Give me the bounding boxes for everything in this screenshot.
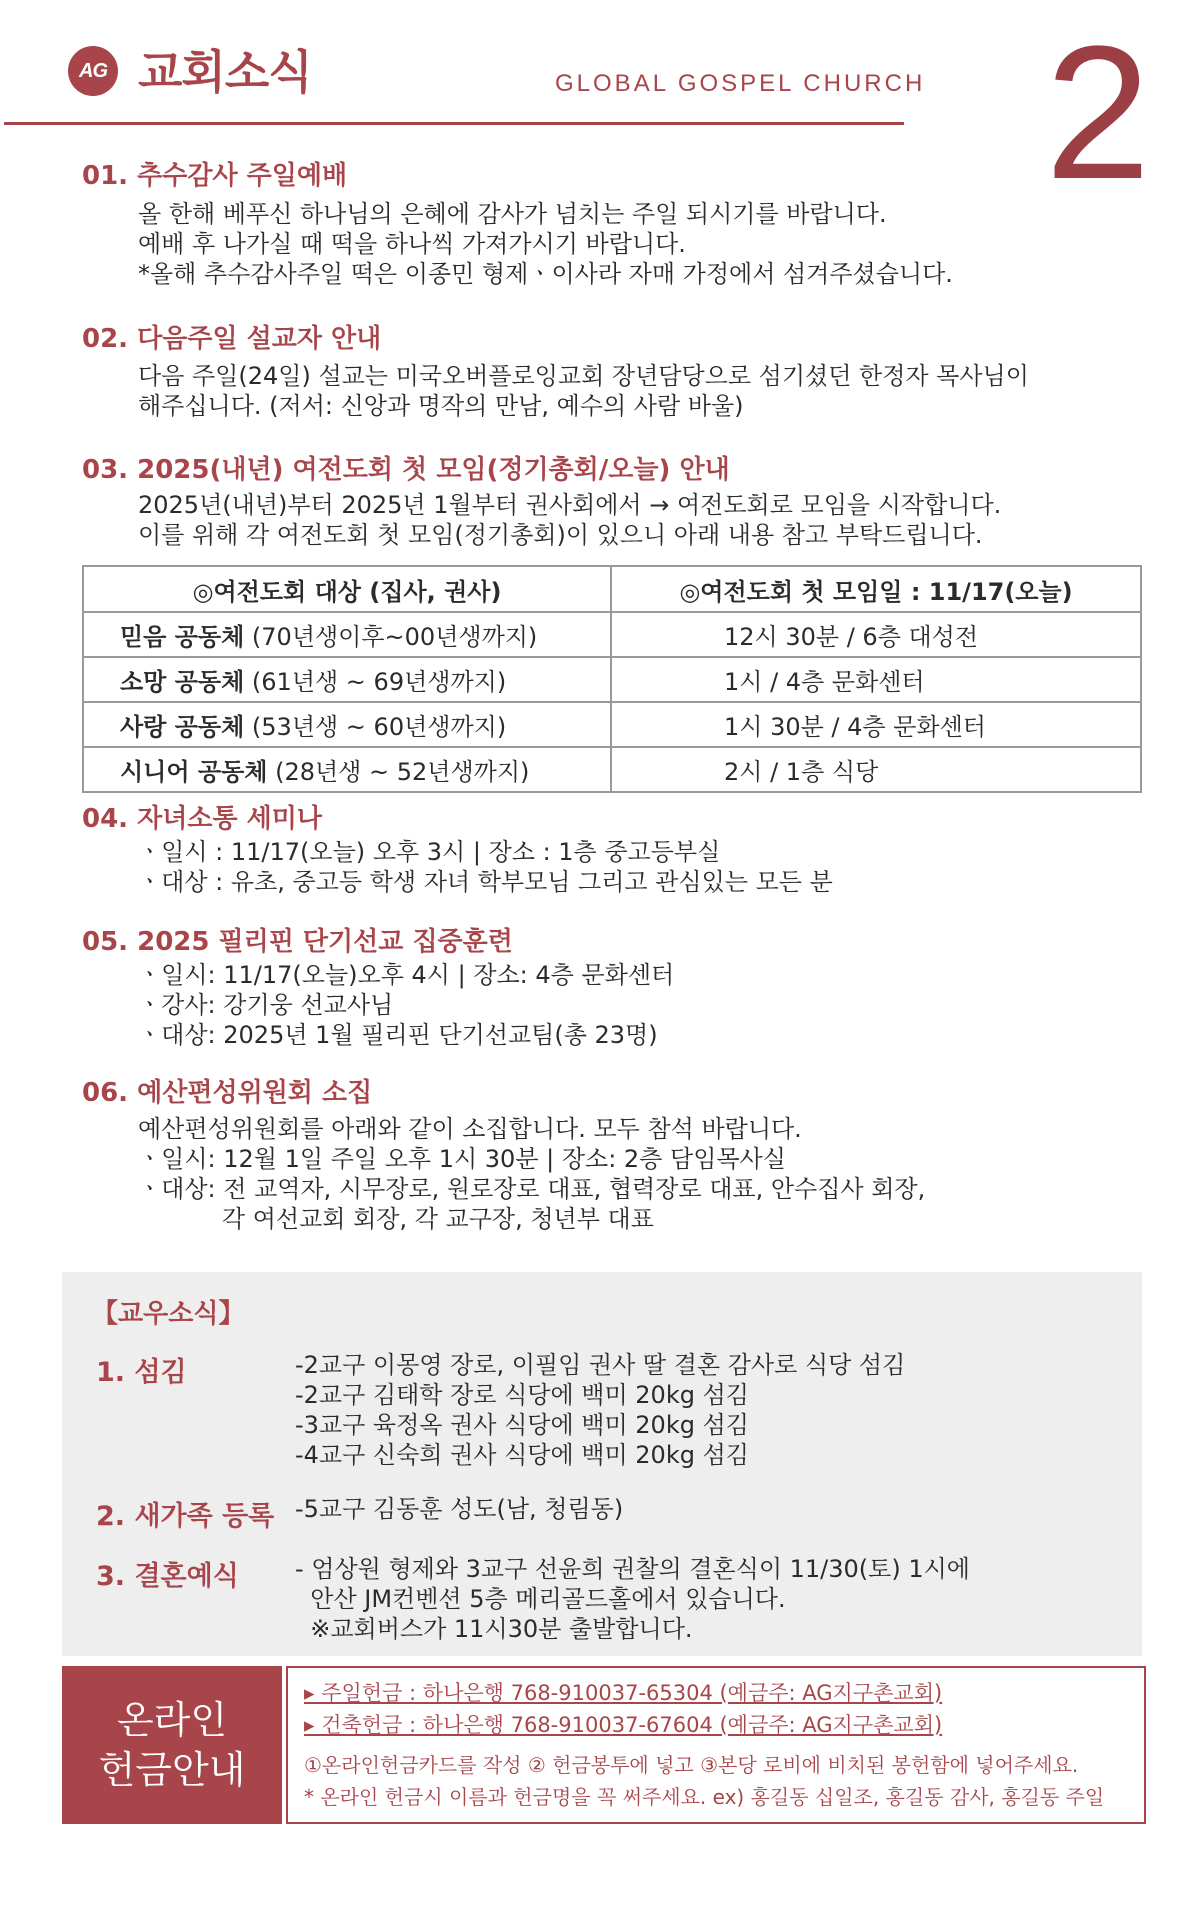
page-title: 교회소식 (138, 45, 312, 99)
table-row (83, 612, 1141, 657)
table-header-target: ◎여전도회 대상 (집사, 권사) (83, 566, 611, 612)
page-number: 2 (1045, 7, 1151, 219)
news-service-line: -3교구 육정옥 권사 식당에 백미 20kg 섬김 (295, 1411, 749, 1439)
offering-note: * 온라인 헌금시 이름과 헌금명을 꼭 써주세요. ex) 홍길동 십일조, 홍길동 감사, 홍길동 주일 (304, 1785, 1105, 1809)
section-6-line: ㆍ대상: 전 교역자, 시무장로, 원로장로 대표, 협력장로 대표, 안수집사 회장, (138, 1175, 926, 1203)
offering-label-line: 헌금안내 (98, 1748, 246, 1792)
news-heading-new-family: 2. 새가족 등록 (96, 1501, 275, 1532)
section-heading-4: 04. 자녀소통 세미나 (82, 804, 322, 834)
table-cell-time: 1시 30분 / 4층 문화센터 (611, 702, 1141, 747)
offering-instructions: ①온라인헌금카드를 작성 ② 헌금봉투에 넣고 ③본당 로비에 비치된 봉헌함에 넣어주세요. (304, 1753, 1079, 1777)
table-cell-group (83, 702, 611, 747)
group-name: 소망 공동체 (120, 668, 245, 696)
group-name: 시니어 공동체 (120, 758, 268, 786)
group-range: (28년생 ~ 52년생까지) (267, 758, 530, 786)
church-logo: AG (68, 46, 118, 96)
building-offering-account: ▸ 건축헌금 : 하나은행 768-910037-67604 (예금주: AG지구촌교회) (304, 1713, 943, 1737)
table-cell-group (83, 657, 611, 702)
offering-label-line: 온라인 (116, 1698, 228, 1742)
news-wedding-line: ※교회버스가 11시30분 출발합니다. (295, 1615, 693, 1643)
group-range: (61년생 ~ 69년생까지) (244, 668, 507, 696)
section-1-line: 예배 후 나가실 때 떡을 하나씩 가져가시기 바랍니다. (138, 230, 686, 258)
section-5-line: ㆍ대상: 2025년 1월 필리핀 단기선교팀(총 23명) (138, 1021, 658, 1049)
group-range: (53년생 ~ 60년생까지) (244, 713, 507, 741)
table-row (83, 747, 1141, 792)
section-3-line: 2025년(내년)부터 2025년 1월부터 권사회에서 → 여전도회로 모임을 시작합니다. (138, 491, 1002, 519)
table-cell-group (83, 612, 611, 657)
online-offering-label (62, 1666, 282, 1824)
table-header-row (83, 566, 1141, 612)
group-name: 믿음 공동체 (120, 623, 245, 651)
section-2-line: 다음 주일(24일) 설교는 미국오버플로잉교회 장년담당으로 섬기셨던 한정자 목사님이 (138, 362, 1029, 390)
section-2-line: 해주십니다. (저서: 신앙과 명작의 만남, 예수의 사람 바울) (138, 392, 744, 420)
news-family-line: -5교구 김동훈 성도(남, 청림동) (295, 1495, 624, 1523)
group-name: 사랑 공동체 (120, 713, 245, 741)
news-heading-service: 1. 섬김 (96, 1357, 187, 1388)
table-cell-time: 1시 / 4층 문화센터 (611, 657, 1141, 702)
table-cell-time: 2시 / 1층 식당 (611, 747, 1141, 792)
news-heading-wedding: 3. 결혼예식 (96, 1561, 239, 1592)
table-row (83, 702, 1141, 747)
section-5-line: ㆍ일시: 11/17(오늘)오후 4시 | 장소: 4층 문화센터 (138, 961, 675, 989)
news-service-line: -4교구 신숙희 권사 식당에 백미 20kg 섬김 (295, 1441, 749, 1469)
section-heading-6: 06. 예산편성위원회 소집 (82, 1078, 373, 1108)
church-name: GLOBAL GOSPEL CHURCH (555, 70, 926, 97)
news-service-line: -2교구 이몽영 장로, 이필임 권사 딸 결혼 감사로 식당 섬김 (295, 1351, 906, 1379)
section-4-line: ㆍ대상 : 유초, 중고등 학생 자녀 학부모님 그리고 관심있는 모든 분 (138, 868, 833, 896)
section-6-line: 각 여선교회 회장, 각 교구장, 청년부 대표 (138, 1205, 654, 1233)
group-range: (70년생이후~00년생까지) (244, 623, 538, 651)
section-heading-1: 01. 추수감사 주일예배 (82, 161, 348, 191)
header-divider (4, 122, 904, 125)
table-cell-group (83, 747, 611, 792)
section-heading-2: 02. 다음주일 설교자 안내 (82, 324, 382, 354)
meeting-table (82, 565, 1142, 793)
table-header-date: ◎여전도회 첫 모임일 : 11/17(오늘) (611, 566, 1141, 612)
news-wedding-line: - 엄상원 형제와 3교구 선윤희 권찰의 결혼식이 11/30(토) 1시에 (295, 1555, 970, 1583)
member-news-title: 【교우소식】 (92, 1299, 245, 1329)
table-cell-time: 12시 30분 / 6층 대성전 (611, 612, 1141, 657)
sunday-offering-account: ▸ 주일헌금 : 하나은행 768-910037-65304 (예금주: AG지구촌교회) (304, 1681, 943, 1705)
section-heading-5: 05. 2025 필리핀 단기선교 집중훈련 (82, 927, 513, 957)
news-service-line: -2교구 김태학 장로 식당에 백미 20kg 섬김 (295, 1381, 749, 1409)
section-6-line: 예산편성위원회를 아래와 같이 소집합니다. 모두 참석 바랍니다. (138, 1115, 802, 1143)
section-heading-3: 03. 2025(내년) 여전도회 첫 모임(정기총회/오늘) 안내 (82, 455, 730, 485)
section-4-line: ㆍ일시 : 11/17(오늘) 오후 3시 | 장소 : 1층 중고등부실 (138, 838, 721, 866)
news-wedding-line: 안산 JM컨벤션 5층 메리골드홀에서 있습니다. (295, 1585, 786, 1613)
section-3-line: 이를 위해 각 여전도회 첫 모임(정기총회)이 있으니 아래 내용 참고 부탁드립니다. (138, 521, 983, 549)
section-1-line: *올해 추수감사주일 떡은 이종민 형제ㆍ이사라 자매 가정에서 섬겨주셨습니다. (138, 260, 953, 288)
section-5-line: ㆍ강사: 강기웅 선교사님 (138, 991, 394, 1019)
table-row (83, 657, 1141, 702)
section-6-line: ㆍ일시: 12월 1일 주일 오후 1시 30분 | 장소: 2층 담임목사실 (138, 1145, 786, 1173)
section-1-line: 올 한해 베푸신 하나님의 은혜에 감사가 넘치는 주일 되시기를 바랍니다. (138, 200, 887, 228)
